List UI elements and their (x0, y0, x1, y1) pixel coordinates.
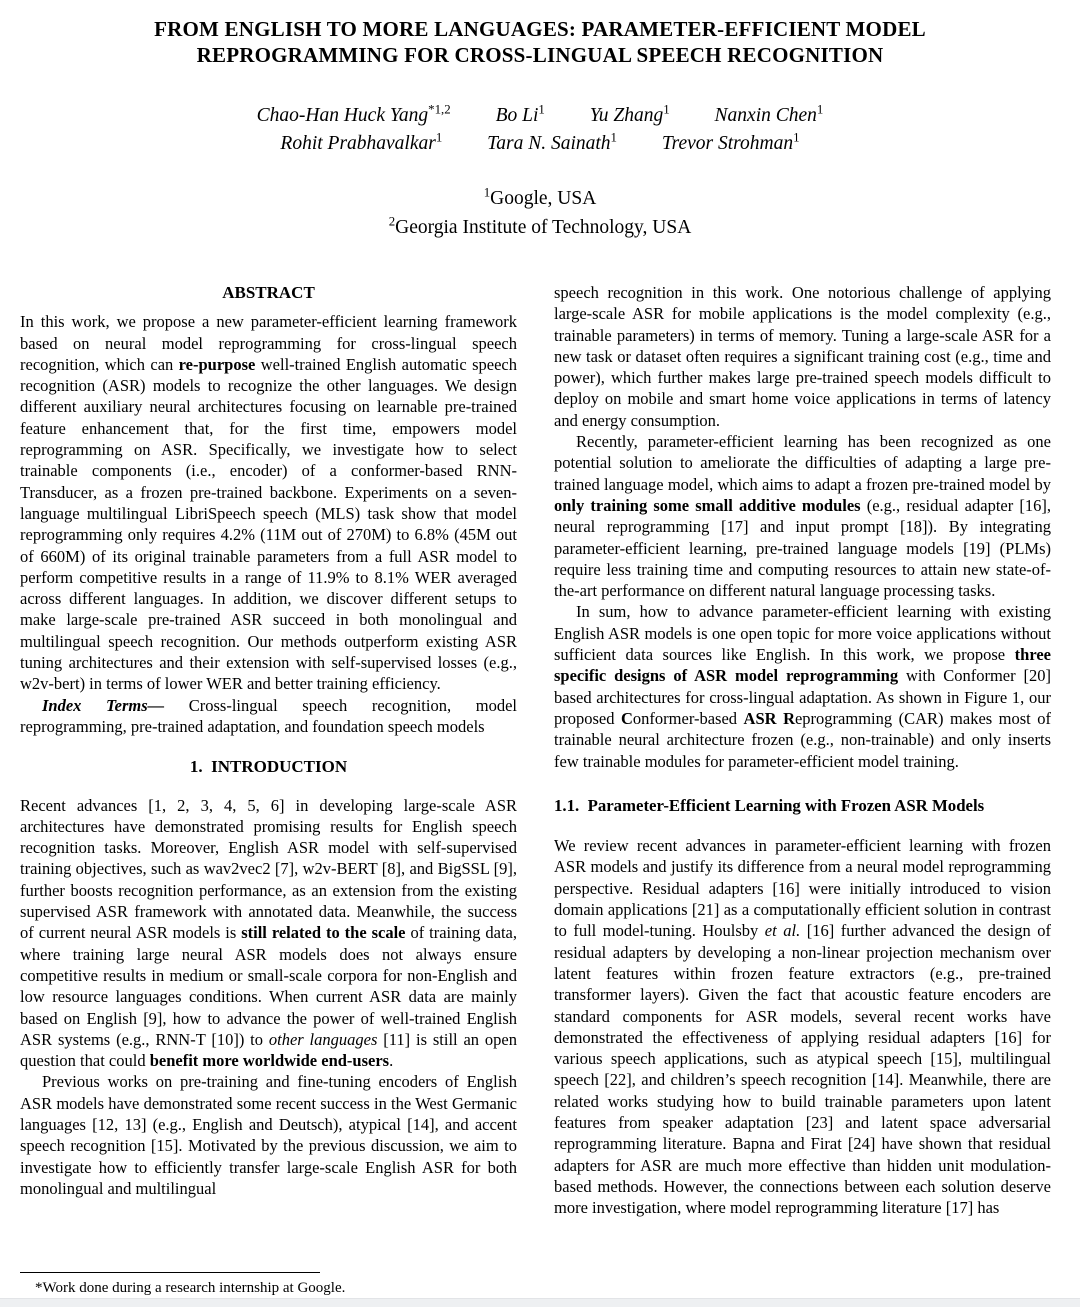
affiliation-text: Georgia Institute of Technology, USA (395, 217, 692, 238)
author (487, 130, 617, 158)
intro-paragraph-1: Recent advances [1, 2, 3, 4, 5, 6] in developing large-scale ASR architectures have demonstrated promising results for English speech recognition tasks. Moreover, English ASR model with self-supervised training objectives, such as wav2vec2 [7], w2v-BERT [8], and BigSSL [9], further boosts recognition performance, as an extension from the existing supervised ASR framework with annotated data. Meanwhile, the success of current neural ASR models is still related to the scale of training data, where training large neural ASR models does not always ensure competitive results in medium or small-scale corpora for non-English and low resource languages conditions. When current ASR data are mainly based on English [9], how to advance the power of well-trained English ASR systems (e.g., RNN-T [10]) to other languages [11] is still an open question that could benefit more worldwide end-users. (20, 795, 517, 1071)
affiliation (0, 184, 1080, 213)
authors-row-1 (0, 102, 1080, 130)
author-name: Rohit Prabhavalkar (280, 133, 436, 154)
body-paragraph-1: speech recognition in this work. One notorious challenge of applying large-scale ASR for mobile applications is the model complexity (e.g., trainable parameters) in terms of memory. Tuning a large-scale ASR for a new task or dataset often requires a significant training cost (e.g., time and power), which further makes large pre-trained speech models difficult to deploy on mobile and smart home voice applications in terms of latency and energy consumption. (554, 283, 1051, 430)
page-title (0, 0, 1080, 68)
page-title-line1: FROM ENGLISH TO MORE LANGUAGES: PARAMETER-EFFICIENT MODEL (154, 17, 926, 41)
author-superscript: 1 (663, 102, 670, 117)
affiliations-block (0, 184, 1080, 242)
author (280, 130, 442, 158)
author-superscript: 1 (538, 102, 545, 117)
body-paragraph-2: Recently, parameter-efficient learning has been recognized as one potential solution to ameliorate the difficulties of adapting a large pre-trained language model, which aims to adapt a frozen pre-trained model by only training some small additive modules (e.g., residual adapter [16], neural reprogramming [17] and input prompt [18]). By integrating parameter-efficient learning, pre-trained language models [19] (PLMs) require less training time and computing resources to attain new state-of-the-art performance on different natural language processing tasks. (554, 432, 1051, 601)
affiliation-superscript: 1 (483, 185, 491, 200)
index-terms: Index Terms— Cross-lingual speech recognition, model reprogramming, pre-trained adaptation, and foundation speech models (20, 695, 517, 736)
right-column (554, 282, 1051, 1298)
affiliation (0, 213, 1080, 242)
author-name: Nanxin Chen (714, 105, 817, 126)
author-superscript: 1 (435, 130, 443, 145)
abstract-paragraph: In this work, we propose a new parameter-efficient learning framework based on neural model reprogramming for cross-lingual speech recognition, which can re-purpose well-trained English automatic speech recognition (ASR) models to recognize the other languages. We design different auxiliary neural architectures focusing on learnable pre-trained feature enhancement that, for the first time, empowers model reprogramming on ASR. Specifically, we investigate how to select trainable components (i.e., encoder) of a conformer-based RNN-Transducer, as a frozen pre-trained backbone. Experiments on a seven-language multilingual LibriSpeech speech (MLS) task show that model reprogramming only requires 4.2% (11M out of 270M) to 6.8% (45M out of 660M) of its original trainable parameters from a full ASR model to perform competitive results in a range of 11.9% to 8.1% WER averaged across different languages. In addition, we discover different setups to make large-scale pre-trained ASR succeed in both monolingual and multilingual speech recognition. Our methods outperform existing ASR tuning architectures and their extension with self-supervised losses (e.g., w2v-bert) in terms of lower WER and better training efficiency. (20, 312, 517, 694)
footnote-rule (20, 1272, 320, 1273)
footnote-text: *Work done during a research internship at Google. (35, 1280, 346, 1296)
author-superscript: 1 (793, 130, 800, 145)
two-column-body (0, 282, 1080, 1298)
author (715, 102, 824, 130)
introduction-heading: 1. INTRODUCTION (189, 757, 348, 777)
authors-row-2 (0, 130, 1080, 158)
footnote (20, 1272, 517, 1298)
author (590, 102, 670, 130)
page-title-line2: REPROGRAMMING FOR CROSS-LINGUAL SPEECH RECOGNITION (196, 43, 884, 67)
authors-block (0, 102, 1080, 158)
author-name: Trevor Strohman (661, 133, 794, 154)
author-name: Tara N. Sainath (487, 133, 611, 154)
author-name: Bo Li (495, 105, 539, 126)
subsection-heading: 1.1. Parameter-Efficient Learning with Frozen ASR Models (554, 795, 985, 815)
abstract-heading: ABSTRACT (222, 283, 315, 302)
author-name: Chao-Han Huck Yang (256, 105, 429, 126)
author-superscript: 1 (816, 102, 824, 117)
affiliation-superscript: 2 (388, 214, 396, 229)
left-column (20, 282, 517, 1298)
author-name: Yu Zhang (589, 105, 664, 126)
author-superscript: 1 (610, 130, 617, 145)
body-paragraph-3: In sum, how to advance parameter-efficient learning with existing English ASR models is one open topic for more voice applications without sufficient data sources like English. In this work, we propose three specific designs of ASR model reprogramming with Conformer [20] based architectures for cross-lingual adaptation. As shown in Figure 1, our proposed Conformer-based ASR Reprogramming (CAR) makes most of trainable neural architecture frozen (e.g., non-trainable) and only inserts few trainable modules for parameter-efficient model training. (554, 602, 1051, 771)
author (496, 102, 545, 130)
page-bottom-edge (0, 1298, 1080, 1307)
affiliation-text: Google, USA (490, 188, 597, 209)
author (257, 102, 451, 130)
intro-paragraph-2: Previous works on pre-training and fine-tuning encoders of English ASR models have demonstrated some recent success in the West Germanic languages [12, 13] (e.g., English and Deutsch), atypical [14], and accent speech recognition [15]. Motivated by the previous discussion, we aim to investigate how to efficiently transfer large-scale English ASR for both monolingual and multilingual (20, 1072, 517, 1198)
body-paragraph-4: We review recent advances in parameter-efficient learning with frozen ASR models and justify its difference from a neural model reprogramming perspective. Residual adapters [16] were initially introduced to vision domain applications [21] as a computationally efficient solution in contrast to full model-tuning. Houlsby et al. [16] further advanced the design of residual adapters by developing a non-linear projection mechanism over latent features within frozen feature extractors (e.g., pre-trained transformer layers). Given the fact that acoustic feature encoders are standard components for ASR models, several recent works have demonstrated the effectiveness of applying residual adapters [16] for various speech applications, such as atypical speech [15], multilingual speech [22], and children’s speech recognition [14]. Meanwhile, there are related works studying how to build trainable parameters upon latent features from speaker adaptation [23] and latent space adversarial reprogramming literature. Bapna and Firat [24] have shown that residual adapters for ASR are much more effective than hidden unit modulation-based methods. However, the connections between each solution deserve more investigation, where model reprogramming literature [17] has (554, 836, 1051, 1218)
author-superscript: *1,2 (428, 102, 451, 117)
author (662, 130, 800, 158)
